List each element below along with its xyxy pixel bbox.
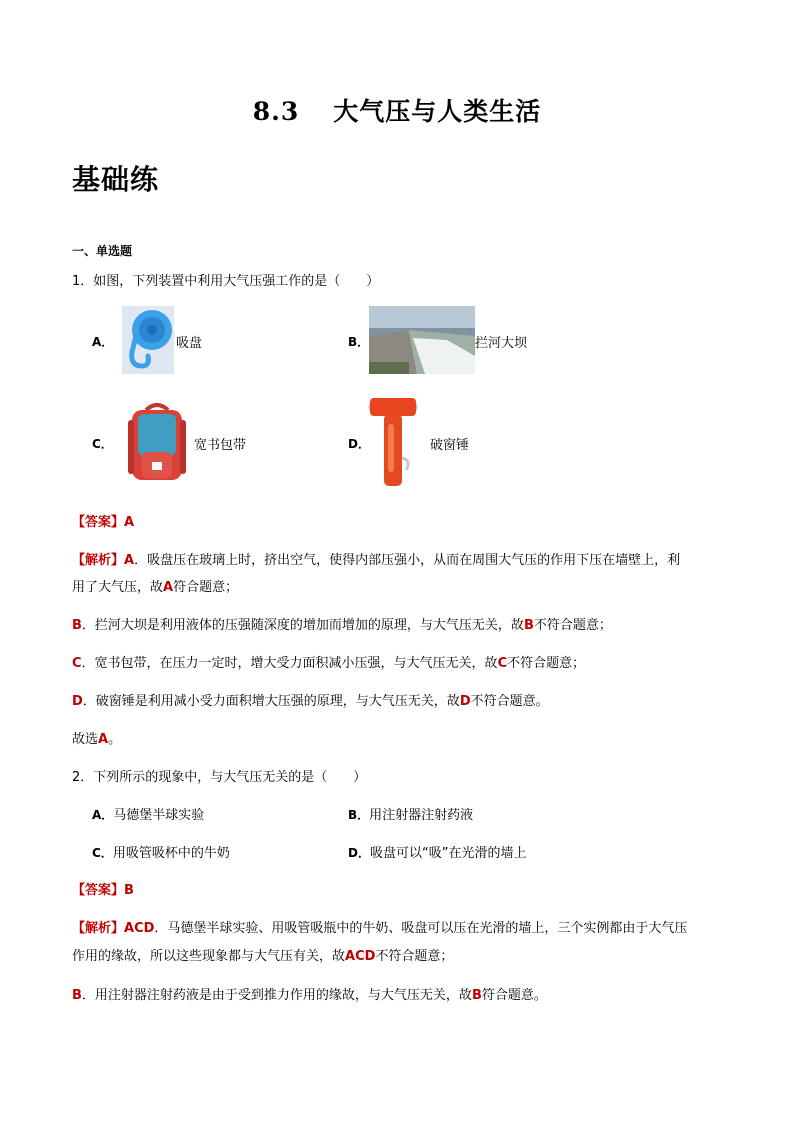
answer-value: B — [124, 883, 134, 898]
question-1-stem: 1．如图，下列装置中利用大气压强工作的是（ ） — [72, 274, 380, 289]
answer-value: A — [124, 515, 135, 530]
q1-option-d-letter: D． — [348, 437, 370, 451]
option-letter: C． — [92, 846, 113, 860]
q2-option-d — [348, 842, 526, 861]
q1-answer — [72, 511, 134, 530]
answer-tag: 【答案】 — [72, 515, 125, 530]
q1-analysis-d — [72, 690, 549, 709]
q1-analysis-c — [72, 652, 585, 671]
option-letter: B — [471, 988, 482, 1003]
dam-image — [369, 306, 475, 374]
option-text: 吸盘可以“吸”在光滑的墙上 — [369, 846, 527, 861]
section-heading: 基础练 — [72, 163, 160, 196]
q2-analysis-b — [72, 984, 547, 1003]
backpack-image — [124, 400, 190, 484]
title-text: 大气压与人类生活 — [333, 97, 542, 126]
q1-option-c-letter: C． — [92, 437, 113, 451]
suction-cup-image — [122, 306, 174, 374]
option-letter: B． — [348, 808, 370, 822]
q1-option-b-letter: B． — [348, 335, 370, 349]
analysis-text: 作用的缘故，所以这些现象都与大气压有关，故 — [72, 949, 346, 964]
q1-option-c-text: 宽书包带 — [194, 438, 247, 453]
q1-analysis-line-2 — [72, 576, 238, 595]
analysis-text: 不符合题意； — [507, 656, 586, 671]
analysis-text: 符合题意； — [173, 580, 239, 595]
q1-option-b-text: 拦河大坝 — [475, 336, 528, 351]
section-number: 8.3 — [252, 97, 300, 126]
q2-analysis-line-2 — [72, 945, 453, 964]
analysis-text: ．破窗锤是利用减小受力面积增大压强的原理，与大气压无关，故 — [82, 694, 460, 709]
answer-tag: 【答案】 — [72, 883, 125, 898]
analysis-text: ．宽书包带，在压力一定时，增大受力面积减小压强，与大气压无关，故 — [81, 656, 498, 671]
analysis-text: 不符合题意； — [533, 618, 612, 633]
analysis-text: 用了大气压，故 — [72, 580, 164, 595]
option-letter: B — [72, 988, 82, 1003]
option-letter: ACD — [345, 949, 376, 964]
option-letter: A． — [92, 808, 114, 822]
q2-answer — [72, 879, 134, 898]
analysis-text: ．用注射器注射药液是由于受到推力作用的缘故，与大气压无关，故 — [81, 988, 472, 1003]
question-type-label: 一、单选题 — [72, 244, 133, 258]
page-title — [0, 92, 794, 128]
analysis-tag: 【解析】 — [72, 921, 125, 936]
option-letter: D — [459, 694, 471, 709]
option-letter: D — [72, 694, 83, 709]
analysis-tag: 【解析】 — [72, 553, 125, 568]
q2-analysis-line-1 — [72, 917, 687, 936]
option-letter: C — [72, 656, 82, 671]
analysis-text: 符合题意。 — [481, 988, 547, 1003]
analysis-text: 故选 — [72, 732, 99, 747]
option-letter: C — [497, 656, 508, 671]
q1-option-a-letter: A． — [92, 335, 114, 349]
option-letter: ACD — [124, 921, 155, 936]
option-letter: A — [163, 580, 174, 595]
q1-option-d-text: 破窗锤 — [430, 438, 470, 453]
option-text: 用吸管吸杯中的牛奶 — [112, 846, 230, 861]
q2-option-a — [92, 804, 204, 823]
analysis-text: 不符合题意。 — [470, 694, 549, 709]
option-letter: D． — [348, 846, 370, 860]
q1-analysis-line-1 — [72, 549, 680, 568]
analysis-text: 。 — [108, 732, 122, 747]
analysis-text: ．拦河大坝是利用液体的压强随深度的增加而增加的原理，与大气压无关，故 — [81, 618, 524, 633]
q1-choice — [72, 728, 121, 747]
analysis-text: ．吸盘压在玻璃上时，挤出空气，使得内部压强小，从而在周围大气压的作用下压在墙壁上，利 — [134, 553, 681, 568]
analysis-text: 不符合题意； — [375, 949, 454, 964]
option-letter: A — [98, 732, 109, 747]
q1-option-a-text: 吸盘 — [176, 336, 203, 351]
option-text: 用注射器注射药液 — [369, 808, 474, 823]
q1-analysis-b — [72, 614, 612, 633]
q2-option-b — [348, 804, 473, 823]
q2-option-c — [92, 842, 230, 861]
emergency-hammer-image — [368, 396, 418, 490]
analysis-text: ．马德堡半球实验、用吸管吸瓶中的牛奶、吸盘可以压在光滑的墙上，三个实例都由于大气压 — [154, 921, 688, 936]
question-2-stem: 2．下列所示的现象中，与大气压无关的是（ ） — [72, 770, 367, 785]
option-letter: B — [523, 618, 534, 633]
option-text: 马德堡半球实验 — [113, 808, 205, 823]
option-letter: B — [72, 618, 82, 633]
option-letter: A — [124, 553, 135, 568]
